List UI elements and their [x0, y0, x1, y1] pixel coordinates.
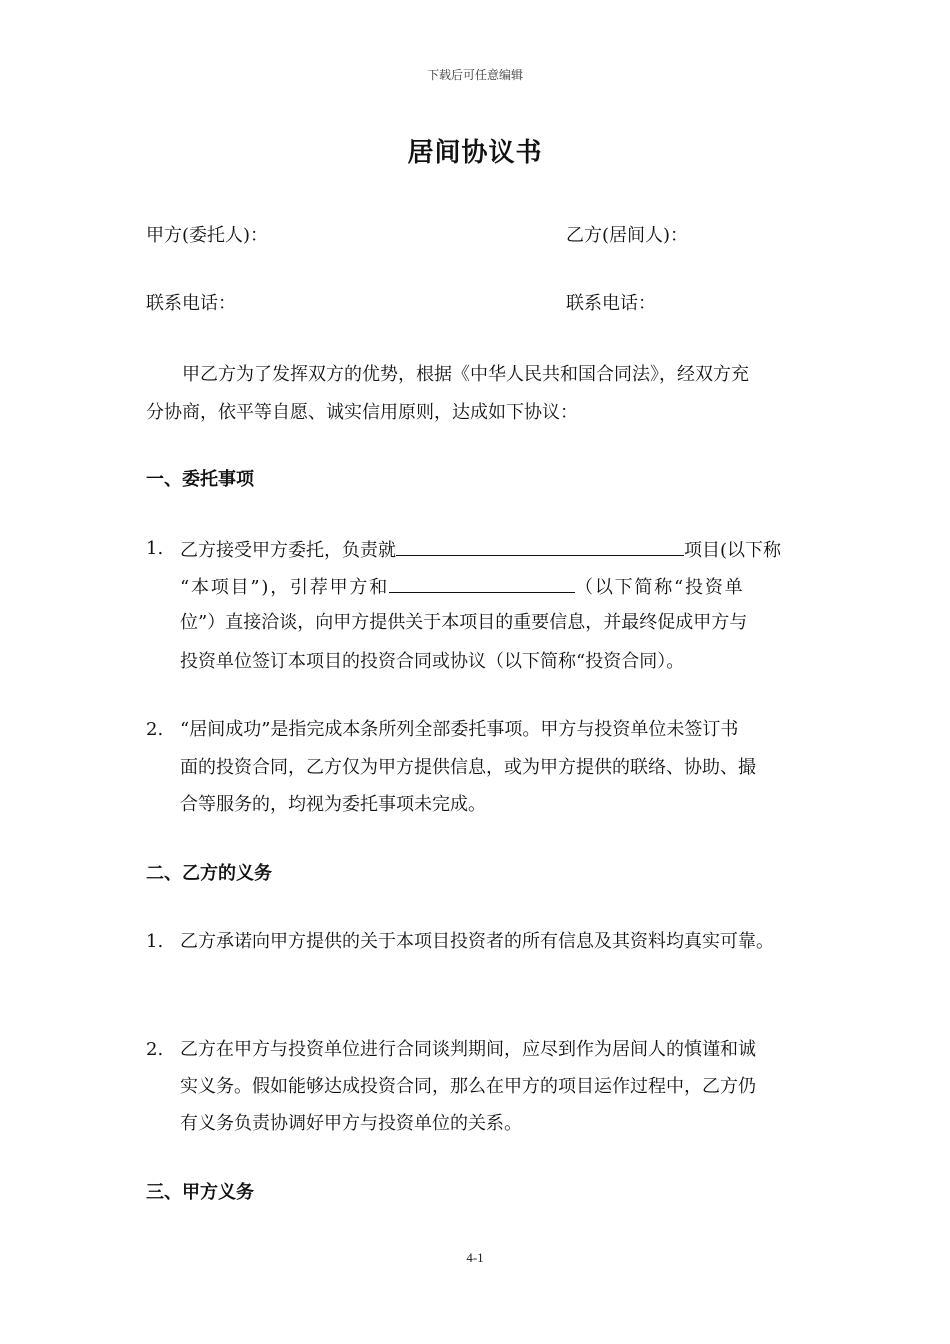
- section-1-item-2-number: 2.: [146, 719, 164, 740]
- section-2-item-2-line-1: 乙方在甲方与投资单位进行合同谈判期间，应尽到作为居间人的慎谨和诚: [180, 1039, 756, 1060]
- item-1-text-a: 乙方接受甲方委托，负责就: [180, 540, 396, 561]
- section-1-item-1-number: 1.: [146, 538, 164, 559]
- section-1-item-1-line-1: [180, 537, 781, 563]
- document-title: 居间协议书: [407, 138, 543, 168]
- party-b-phone-label: 联系电话：: [566, 293, 656, 314]
- item-1-text-d: （以下简称“投资单: [575, 577, 745, 598]
- page-number: 4-1: [466, 1250, 484, 1265]
- item-1-text-c: “本项目”)，引荐甲方和: [180, 577, 390, 598]
- intro-line-2: 分协商，依平等自愿、诚实信用原则，达成如下协议：: [146, 402, 578, 423]
- section-2-item-2-line-3: 有义务负责协调好甲方与投资单位的关系。: [180, 1113, 522, 1134]
- party-a-label: 甲方(委托人)：: [146, 225, 269, 246]
- item-1-text-b: 项目(以下称: [684, 540, 782, 561]
- party-b-label: 乙方(居间人)：: [566, 225, 689, 246]
- section-2-item-2-number: 2.: [146, 1039, 164, 1060]
- section-1-item-1-line-3: 位”）直接洽谈，向甲方提供关于本项目的重要信息，并最终促成甲方与: [180, 612, 748, 633]
- party-a-phone-label: 联系电话：: [146, 293, 236, 314]
- section-1-item-1-line-4: 投资单位签订本项目的投资合同或协议（以下简称“投资合同）。: [180, 651, 685, 672]
- section-1-item-2-line-3: 合等服务的，均视为委托事项未完成。: [180, 794, 486, 815]
- section-1-item-1-line-2: [180, 574, 744, 600]
- section-2-heading: 二、乙方的义务: [146, 863, 272, 884]
- section-1-item-2-line-1: “居间成功”是指完成本条所列全部委托事项。甲方与投资单位未签订书: [180, 719, 739, 740]
- project-name-blank[interactable]: [396, 537, 684, 556]
- section-2-item-1-line-1: 乙方承诺向甲方提供的关于本项目投资者的所有信息及其资料均真实可靠。: [180, 931, 774, 952]
- investor-name-blank[interactable]: [389, 574, 575, 593]
- section-3-heading: 三、甲方义务: [146, 1182, 254, 1203]
- section-1-item-2-line-2: 面的投资合同，乙方仅为甲方提供信息，或为甲方提供的联络、协助、撮: [180, 757, 756, 778]
- header-note: 下载后可任意编辑: [426, 68, 523, 82]
- section-1-heading: 一、委托事项: [146, 469, 254, 490]
- section-2-item-1-number: 1.: [146, 931, 164, 952]
- intro-line-1: 甲乙方为了发挥双方的优势，根据《中华人民共和国合同法》，经双方充: [182, 364, 749, 385]
- section-2-item-2-line-2: 实义务。假如能够达成投资合同，那么在甲方的项目运作过程中，乙方仍: [180, 1076, 756, 1097]
